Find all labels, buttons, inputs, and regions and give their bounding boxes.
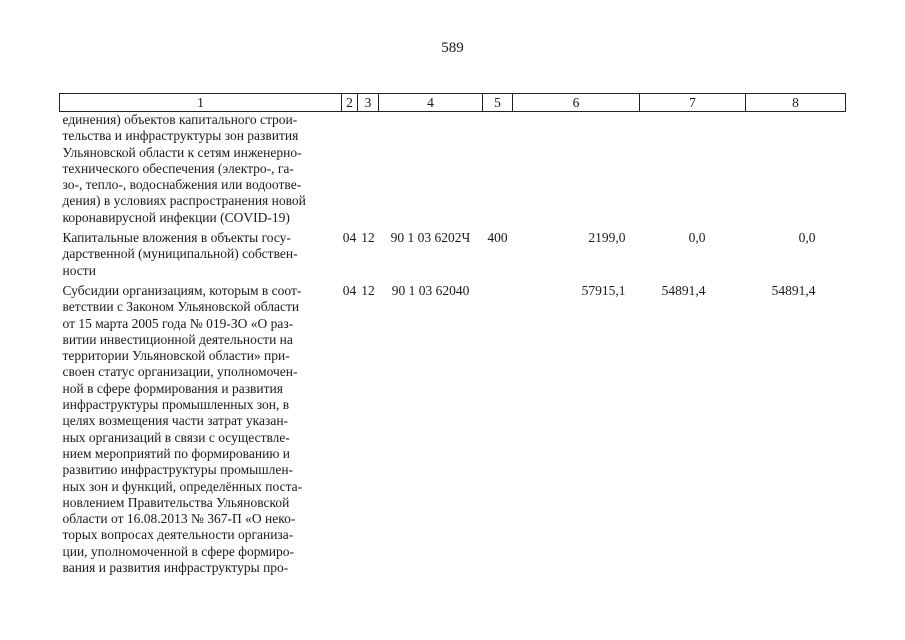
budget-table xyxy=(59,93,846,576)
description-line: Субсидии организациям, которым в соот- xyxy=(62,282,302,298)
description-line: ной в сфере формирования и развития xyxy=(62,380,283,396)
description-line: ветствии с Законом Ульяновской области xyxy=(62,299,300,315)
cell-expense-type: 400 xyxy=(487,230,508,246)
cell-section xyxy=(342,112,358,227)
cell-amount-7: 54891,4 xyxy=(661,282,706,298)
column-header-1: 1 xyxy=(60,94,342,112)
cell-expense-type xyxy=(483,279,513,576)
description-line: дарственной (муниципальной) собствен- xyxy=(62,246,298,262)
description-line: единения) объектов капитального строи- xyxy=(62,112,298,127)
table-row xyxy=(60,112,846,227)
description-line: области от 16.08.2013 № 367-П «О неко- xyxy=(62,511,296,527)
cell-amount-8: 0,0 xyxy=(798,230,816,246)
description-line: дения) в условиях распространения новой xyxy=(62,193,306,209)
cell-section: 04 xyxy=(342,230,357,246)
description-line: тельства и инфраструктуры зон развития xyxy=(62,128,299,144)
cell-amount-6: 57915,1 xyxy=(581,282,626,298)
cell-target-code: 90 1 03 62040 xyxy=(391,282,470,298)
row-description xyxy=(60,226,342,279)
column-header-8: 8 xyxy=(746,94,846,112)
description-line: своен статус организации, уполномочен- xyxy=(62,364,298,380)
description-line: развитию инфраструктуры промышлен- xyxy=(62,462,294,478)
column-header-2: 2 xyxy=(342,94,358,112)
description-line: от 15 марта 2005 года № 019-ЗО «О раз- xyxy=(62,315,294,331)
description-line: инфраструктуры промышленных зон, в xyxy=(62,397,290,413)
description-line: целях возмещения части затрат указан- xyxy=(62,413,289,429)
cell-subsection: 12 xyxy=(361,230,375,246)
cell-subsection xyxy=(358,112,379,227)
cell-amount-6 xyxy=(513,112,640,227)
column-header-6: 6 xyxy=(513,94,640,112)
description-line: новлением Правительства Ульяновской xyxy=(62,494,290,510)
column-header-7: 7 xyxy=(640,94,746,112)
description-line: ности xyxy=(62,262,96,278)
cell-amount-6: 2199,0 xyxy=(588,230,626,246)
column-header-5: 5 xyxy=(483,94,513,112)
cell-amount-8: 54891,4 xyxy=(771,282,816,298)
cell-amount-7: 0,0 xyxy=(688,230,706,246)
description-line: ции, уполномоченной в сфере формиро- xyxy=(62,543,295,559)
cell-target-code xyxy=(379,112,483,227)
description-line: витии инвестиционной деятельности на xyxy=(62,331,293,347)
description-line: торых вопросах деятельности организа- xyxy=(62,527,294,543)
cell-section: 04 xyxy=(342,282,357,298)
description-line: технического обеспечения (электро-, га- xyxy=(62,160,294,176)
row-description xyxy=(60,279,342,576)
table-header-row xyxy=(60,94,846,112)
cell-expense-type xyxy=(483,112,513,227)
description-line: ных организаций в связи с осуществле- xyxy=(62,429,290,445)
description-line: коронавирусной инфекции (COVID-19) xyxy=(62,209,290,225)
description-line: зо-, тепло-, водоснабжения или водоотве- xyxy=(62,177,302,193)
description-line: территории Ульяновской области» при- xyxy=(62,348,290,364)
page-number: 589 xyxy=(441,40,464,56)
table-row xyxy=(60,279,846,576)
description-line: Ульяновской области к сетям инженерно- xyxy=(62,144,302,160)
cell-amount-7 xyxy=(640,112,746,227)
description-line: вания и развития инфраструктуры про- xyxy=(62,560,289,576)
cell-target-code: 90 1 03 6202Ч xyxy=(390,230,471,246)
column-header-4: 4 xyxy=(379,94,483,112)
description-line: Капитальные вложения в объекты госу- xyxy=(62,230,291,246)
row-description xyxy=(60,112,342,227)
column-header-3: 3 xyxy=(358,94,379,112)
description-line: ных зон и функций, определённых поста- xyxy=(62,478,303,494)
cell-subsection: 12 xyxy=(361,282,375,298)
cell-amount-8 xyxy=(746,112,846,227)
table-row xyxy=(60,226,846,279)
description-line: нием мероприятий по формированию и xyxy=(62,445,291,461)
